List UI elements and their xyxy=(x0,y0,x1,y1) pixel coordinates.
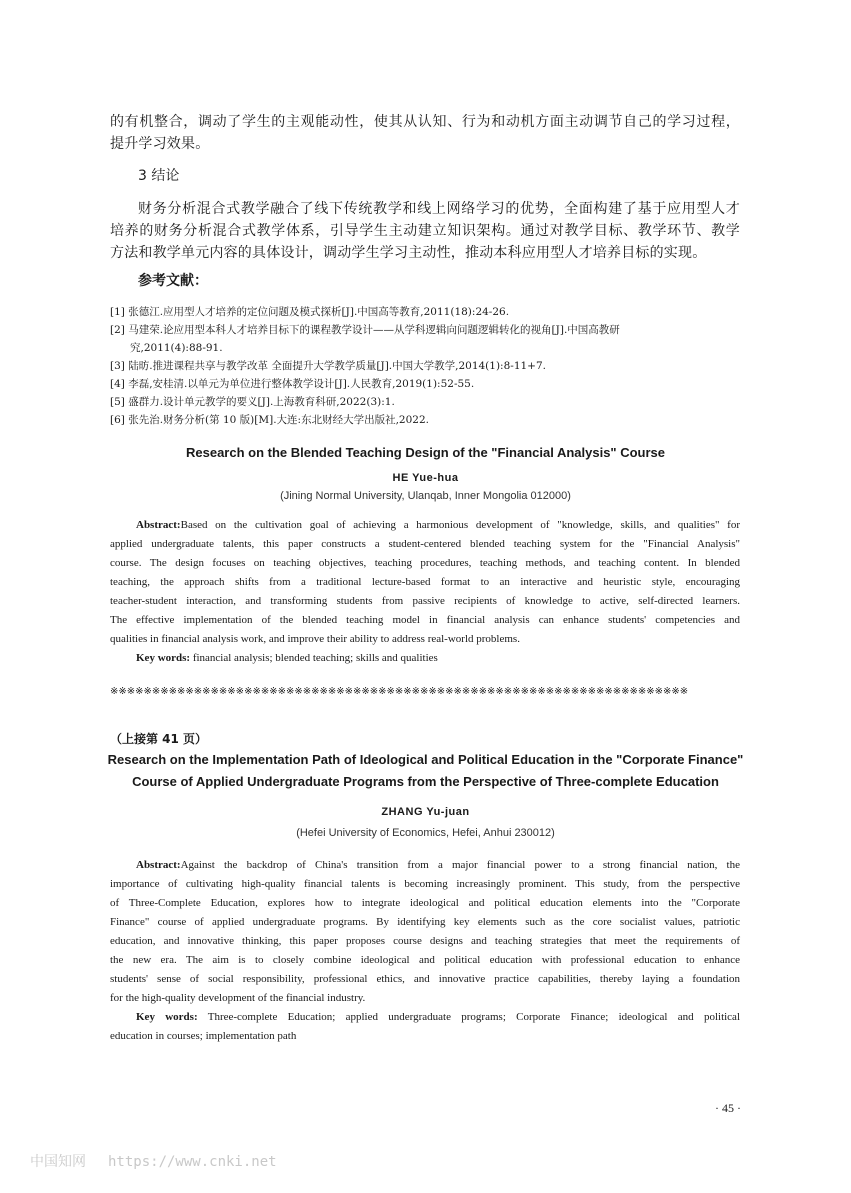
abstract-line: students' sense of social responsibility, professional ethics, and innovative practice capabilities, thereby laying a foundation xyxy=(110,973,740,985)
abstract-line: Finance" course of applied undergraduate programs. By identifying key elements such as the core socialist values, patriotic xyxy=(110,916,740,928)
author-name: HE Yue-hua xyxy=(392,472,459,484)
abstract-line: for the high-quality development of the financial industry. xyxy=(110,992,366,1004)
body-text-line: 方法和教学单元内容的具体设计，调动学生学习主动性，推动本科应用型人才培养目标的实现。 xyxy=(110,245,707,261)
reference-item-continuation: 究,2011(4):88-91. xyxy=(130,342,223,354)
abstract-line: The effective implementation of the blended teaching model in financial analysis can enhance students' competencies and xyxy=(110,614,740,626)
keywords-text: Three-complete Education; applied undergraduate programs; Corporate Finance; ideological and political xyxy=(207,1011,740,1023)
abstract-line: importance of cultivating high-quality financial talents is becoming increasingly prominent. This study, from the perspective xyxy=(110,878,740,890)
watermark-site-name: 中国知网 xyxy=(30,1154,86,1170)
body-text-line: 的有机整合，调动了学生的主观能动性，使其从认知、行为和动机方面主动调节自己的学习过程， xyxy=(110,114,740,130)
reference-item: [6] 张先治.财务分析(第 10 版)[M].大连:东北财经大学出版社,2022. xyxy=(110,414,429,426)
abstract-line: course. The design focuses on teaching objectives, teaching procedures, teaching methods, and teaching content. In blended xyxy=(110,557,740,569)
abstract-line: teaching, the approach shifts from a traditional lecture-based format to an interactive and heuristic style, encouraging xyxy=(110,576,740,588)
author-affiliation: (Hefei University of Economics, Hefei, Anhui 230012) xyxy=(296,827,555,839)
cnki-watermark xyxy=(30,1151,277,1171)
reference-item: [4] 李磊,安桂清.以单元为单位进行整体教学设计[J].人民教育,2019(1):52-55. xyxy=(110,378,475,390)
keywords-label: Key words: xyxy=(136,652,191,664)
reference-item: [1] 张德江.应用型人才培养的定位问题及模式探析[J].中国高等教育,2011(18):24-26. xyxy=(110,306,510,318)
watermark-url: https://www.cnki.net xyxy=(108,1154,277,1170)
abstract-line xyxy=(110,856,740,875)
article-title-line: Research on the Implementation Path of Ideological and Political Education in the "Corporate Finance" xyxy=(107,752,744,767)
reference-item: [5] 盛群力.设计单元教学的要义[J].上海教育科研,2022(3):1. xyxy=(110,396,395,408)
section-heading: 3 结论 xyxy=(138,168,180,184)
author-name: ZHANG Yu-juan xyxy=(381,806,470,818)
article-title-line: Course of Applied Undergraduate Programs from the Perspective of Three-complete Education xyxy=(132,774,719,789)
reference-item: [2] 马建荣.论应用型本科人才培养目标下的课程教学设计——从学科逻辑向问题逻辑转化的视角[J].中国高教研 xyxy=(110,324,620,336)
abstract-line: applied undergraduate talents, this paper constructs a student-centered blended teaching system for the "Financial Analysis" xyxy=(110,538,740,550)
body-text-line: 财务分析混合式教学融合了线下传统教学和线上网络学习的优势，全面构建了基于应用型人才 xyxy=(138,201,740,217)
abstract-line: qualities in financial analysis work, and improve their ability to address real-world problems. xyxy=(110,633,520,645)
abstract-block xyxy=(110,516,740,668)
keywords-line xyxy=(110,649,740,668)
abstract-line: education, and innovative thinking, this paper proposes course designs and teaching strategies that meet the requirements of xyxy=(110,935,740,947)
abstract-line: of Three-Complete Education, explores how to integrate ideological and political education elements into the "Corporate xyxy=(110,897,740,909)
body-text-line: 培养的财务分析混合式教学体系，引导学生主动建立知识架构。通过对教学目标、教学环节、教学 xyxy=(110,223,740,239)
abstract-label: Abstract: xyxy=(136,859,181,871)
continued-from-note: （上接第 41 页） xyxy=(110,732,208,746)
abstract-block xyxy=(110,856,740,1046)
abstract-line: the new era. The aim is to closely combine ideological and political education with professional education to enhance xyxy=(110,954,740,966)
references-heading: 参考文献： xyxy=(138,273,208,289)
abstract-line xyxy=(110,516,740,535)
article-title: Research on the Blended Teaching Design of the "Financial Analysis" Course xyxy=(186,445,665,460)
keywords-text: financial analysis; blended teaching; skills and qualities xyxy=(192,652,438,664)
body-text-line: 提升学习效果。 xyxy=(110,136,210,152)
keywords-line xyxy=(110,1008,740,1027)
reference-item: [3] 陆昉.推进课程共享与教学改革 全面提升大学教学质量[J].中国大学教学,2014(1):8-11+7. xyxy=(110,360,546,372)
author-affiliation: (Jining Normal University, Ulanqab, Inner Mongolia 012000) xyxy=(280,490,571,502)
abstract-text: Based on the cultivation goal of achieving a harmonious development of "knowledge, skills, and qualities" for xyxy=(180,519,740,531)
abstract-label: Abstract: xyxy=(136,519,181,531)
keywords-line-continuation: education in courses; implementation path xyxy=(110,1030,297,1042)
page-number: · 45 · xyxy=(715,1101,741,1115)
keywords-label: Key words: xyxy=(136,1011,198,1023)
abstract-text: Against the backdrop of China's transition from a major financial power to a strong financial nation, the xyxy=(180,859,740,871)
section-divider: ※※※※※※※※※※※※※※※※※※※※※※※※※※※※※※※※※※※※※※※※※※※※※※※※※※※※※※※※※※※※※※※※※※※※※ xyxy=(110,686,689,697)
abstract-line: teacher-student interaction, and transforming students from passive recipients of knowledge to active, self-directed learners. xyxy=(110,595,740,607)
